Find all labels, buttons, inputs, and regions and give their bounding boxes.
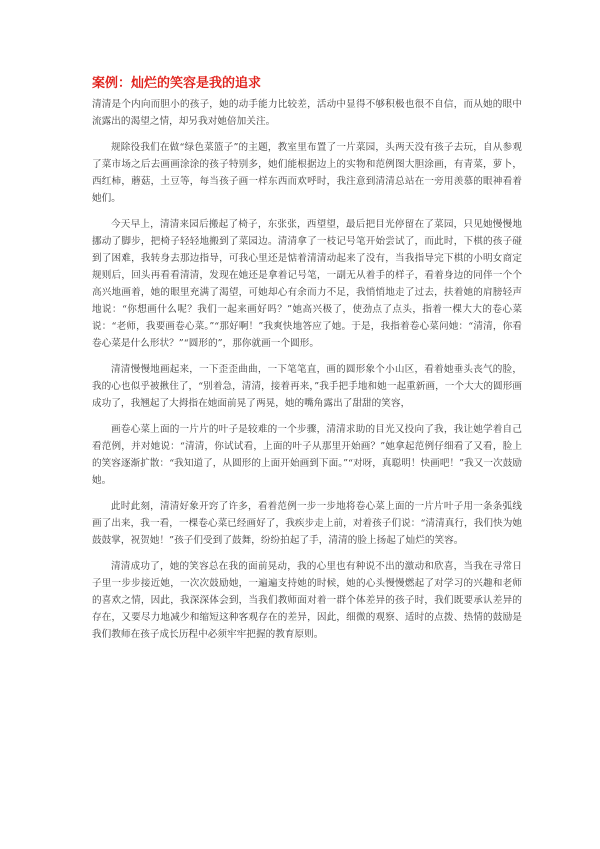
paragraph-7: 清清成功了，她的笑容总在我的面前晃动，我的心里也有种说不出的激动和欣喜，当我在寻常日子里一步步接近她，一次次鼓励她，一遍遍支持她的时候，她的心头慢慢燃起了对学习的兴趣和老师的喜欢之情，因此，我深深体会到，当我们教师面对着一群个体差异的孩子时，我们既要承认差异的存在，又要尽力地减少和缩短这种客观存在的差异，因此，细微的观察、适时的点拨、热情的鼓励是我们教师在孩子成长历程中必须牢牢把握的教育原则。 bbox=[92, 561, 522, 640]
paragraph-4: 清清慢慢地画起来，一下歪歪曲曲，一下笔笔直，画的圆形象个小山区，看着她垂头丧气的脸，我的心也似乎被揪住了，“别着急，清清，接着再来，”我手把手地和她一起重新画，一个大大的圆形画成功了，我翘起了大拇指在她面前晃了两晃，她的嘴角露出了甜甜的笑容， bbox=[92, 364, 522, 409]
paragraph-6: 此时此刻，清清好象开窍了许多，看着范例一步一步地将卷心菜上面的一片片叶子用一条条弧线画了出来，我一看，一棵卷心菜已经画好了，我疾步走上前，对着孩子们说：“清清真行，我们快为她鼓鼓掌，祝贺她！”孩子们受到了鼓舞，纷纷拍起了手，清清的脸上扬起了灿烂的笑容。 bbox=[92, 501, 522, 546]
paragraph-3: 今天早上，清清来园后搬起了椅子，东张张，西望望，最后把目光停留在了菜园，只见她慢慢地挪动了脚步，把椅子轻轻地搬到了菜园边。清清拿了一枝记号笔开始尝试了，而此时，下棋的孩子碰到了困难，我转身去那边指导，可我心里还是惦着清清动起来了没有，当我指导完下棋的小明女商定规则后，回头再看看清清，发现在她还是拿着记号笔，一副无从着手的样子，看着身边的同伴一个个高兴地画着，她的眼里充满了渴望，可她却心有余而力不足，我悄悄地走了过去，扶着她的肩膀轻声地说：“你想画什么呢？我们一起来画好吗？”她高兴极了，使劲点了点头，指着一棵大大的卷心菜说：“老师，我要画卷心菜。”“那好啊！”我爽快地答应了她。于是，我指着卷心菜问她：“清清，你看卷心菜是什么形状？”“圆形的”，那你就画一个圆形。 bbox=[92, 219, 522, 349]
document-page bbox=[92, 76, 522, 652]
paragraph-1: 清清是个内向而胆小的孩子，她的动手能力比较差，活动中显得不够积极也很不自信，而从她的眼中流露出的渴望之情，却另我对她倍加关注。 bbox=[92, 99, 522, 127]
paragraph-5: 画卷心菜上面的一片片的叶子是较难的一个步骤，清清求助的目光又投向了我，我让她学着自己看范例，并对她说：“清清，你试试看，上面的叶子从那里开始画？”她拿起范例仔细看了又看，脸上的笑容逐渐扩散：“我知道了，从圆形的上面开始画到下面。”“对呀，真聪明！快画吧！”我又一次鼓励她。 bbox=[92, 424, 522, 486]
paragraph-2: 规除役我们在做“绿色菜篮子”的主题，教室里布置了一片菜园，头两天没有孩子去玩，自从参观了菜市场之后去画画涂涂的孩子特别多，她们能根据边上的实物和范例图大胆涂画，有青菜，萝卜，西红柿，蘑菇，土豆等，每当孩子画一样东西而欢呼时，我注意到清清总站在一旁用羡慕的眼神看着她们。 bbox=[92, 142, 522, 204]
document-title: 案例：灿烂的笑容是我的追求 bbox=[92, 76, 262, 91]
